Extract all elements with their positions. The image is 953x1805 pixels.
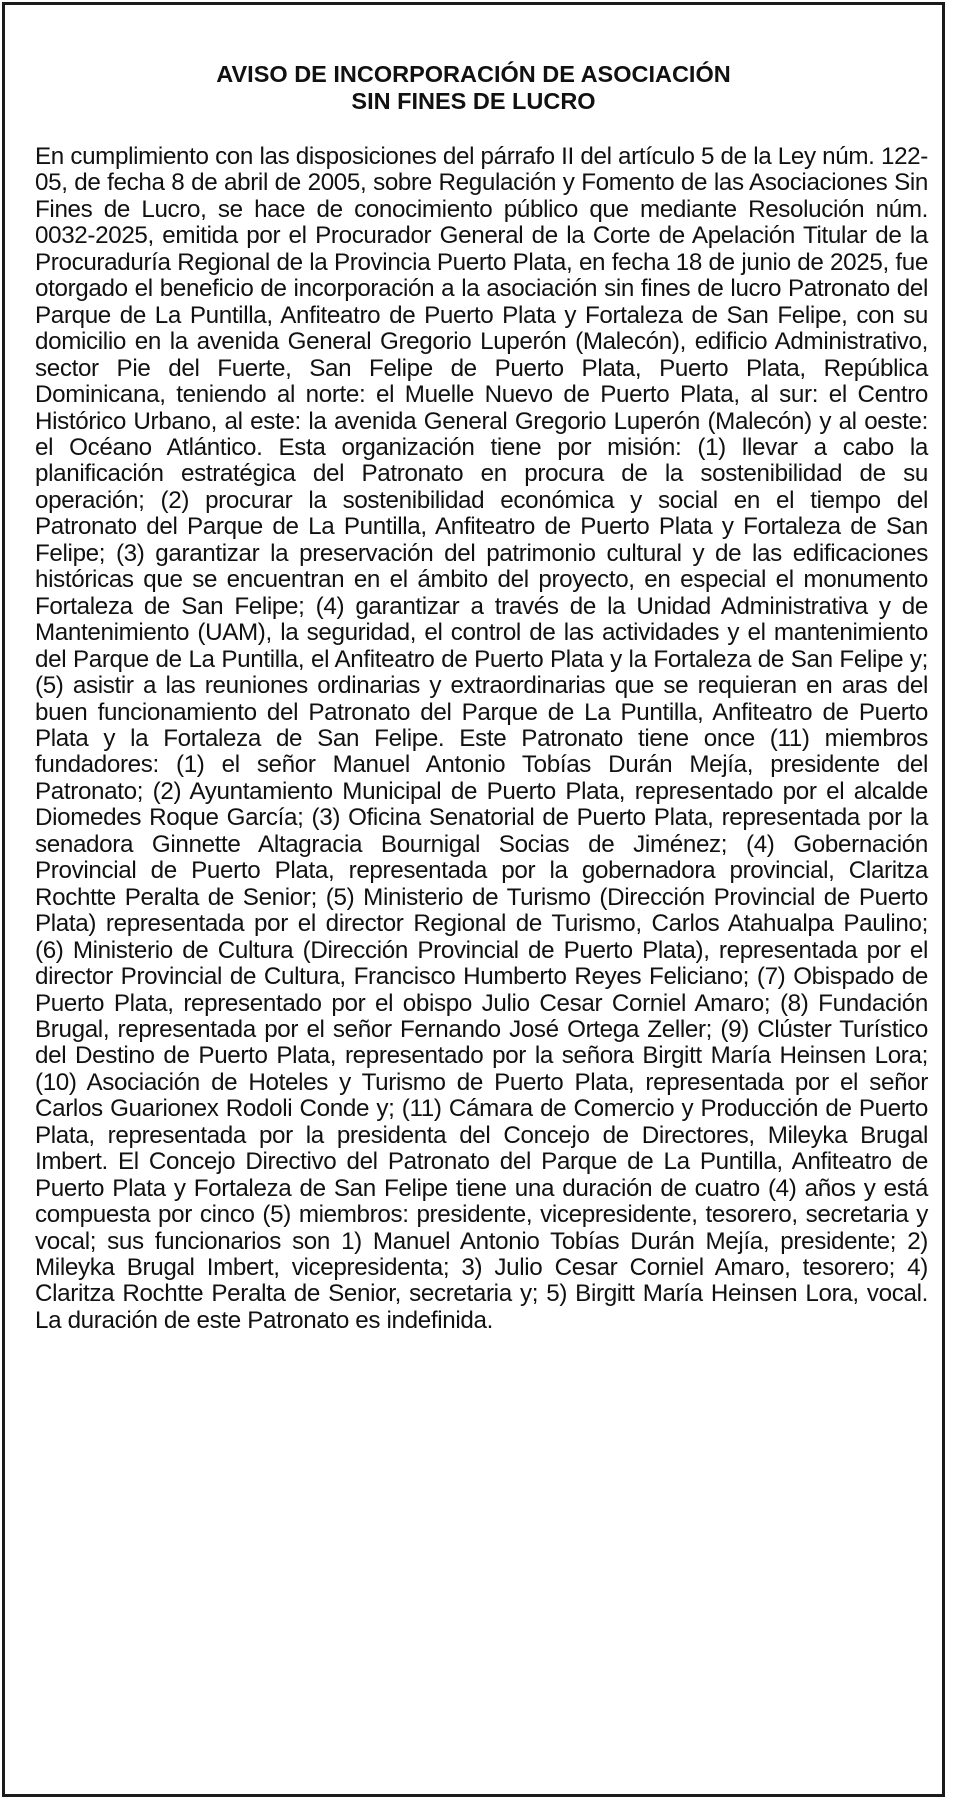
notice-title-line-1: AVISO DE INCORPORACIÓN DE ASOCIACIÓN: [216, 61, 731, 87]
notice-body: En cumplimiento con las disposiciones del párrafo II del artículo 5 de la Ley núm. 122-05, de fecha 8 de abril de 2005, sobre Regulación y Fomento de las Asociaciones Sin Fines de Lucro, se hace de conocimiento público que mediante Resolución núm. 0032-2025, emitida por el Procurador General de la Corte de Apelación Titular de la Procuraduría Regional de la Provincia Puerto Plata, en fecha 18 de junio de 2025, fue otorgado el beneficio de incorporación a la asociación sin fines de lucro Patronato del Parque de La Puntilla, Anfiteatro de Puerto Plata y Fortaleza de San Felipe, con su domicilio en la avenida General Gregorio Luperón (Malecón), edificio Administrativo, sector Pie del Fuerte, San Felipe de Puerto Plata, Puerto Plata, República Dominicana, teniendo al norte: el Muelle Nuevo de Puerto Plata, al sur: el Centro Histórico Urbano, al este: la avenida General Gregorio Luperón (Malecón) y al oeste: el Océano Atlántico. Esta organización tiene por misión: (1) llevar a cabo la planificación estratégica del Patronato en procura de la sostenibilidad de su operación; (2) procurar la sostenibilidad económica y social en el tiempo del Patronato del Parque de La Puntilla, Anfiteatro de Puerto Plata y Fortaleza de San Felipe; (3) garantizar la preservación del patrimonio cultural y de las edificaciones históricas que se encuentran en el ámbito del proyecto, en especial el monumento Fortaleza de San Felipe; (4) garantizar a través de la Unidad Administrativa y de Mantenimiento (UAM), la seguridad, el control de las actividades y el mantenimiento del Parque de La Puntilla, el Anfiteatro de Puerto Plata y la Fortaleza de San Felipe y; (5) asistir a las reuniones ordinarias y extraordinarias que se requieran en aras del buen funcionamiento del Patronato del Parque de La Puntilla, Anfiteatro de Puerto Plata y la Fortaleza de San Felipe. Este Patronato tiene once (11) miembros fundadores: (1) el señor Manuel Antonio Tobías Durán Mejía, presidente del Patronato; (2) Ayuntamiento Municipal de Puerto Plata, representado por el alcalde Diomedes Roque García; (3) Oficina Senatorial de Puerto Plata, representada por la senadora Ginnette Altagracia Bournigal Socias de Jiménez; (4) Gobernación Provincial de Puerto Plata, representada por la gobernadora provincial, Claritza Rochtte Peralta de Senior; (5) Ministerio de Turismo (Dirección Provincial de Puerto Plata) representada por el director Regional de Turismo, Carlos Atahualpa Paulino; (6) Ministerio de Cultura (Dirección Provincial de Puerto Plata), representada por el director Provincial de Cultura, Francisco Humberto Reyes Feliciano; (7) Obispado de Puerto Plata, representado por el obispo Julio Cesar Corniel Amaro; (8) Fundación Brugal, representada por el señor Fernando José Ortega Zeller; (9) Clúster Turístico del Destino de Puerto Plata, representado por la señora Birgitt María Heinsen Lora; (10) Asociación de Hoteles y Turismo de Puerto Plata, representada por el señor Carlos Guarionex Rodoli Conde y; (11) Cámara de Comercio y Producción de Puerto Plata, representada por la presidenta del Concejo de Directores, Mileyka Brugal Imbert. El Concejo Directivo del Patronato del Parque de La Puntilla, Anfiteatro de Puerto Plata y Fortaleza de San Felipe tiene una duración de cuatro (4) años y está compuesta por cinco (5) miembros: presidente, vicepresidente, tesorero, secretaria y vocal; sus funcionarios son 1) Manuel Antonio Tobías Durán Mejía, presidente; 2) Mileyka Brugal Imbert, vicepresidenta; 3) Julio Cesar Corniel Amaro, tesorero; 4) Claritza Rochtte Peralta de Senior, secretaria y; 5) Birgitt María Heinsen Lora, vocal. La duración de este Patronato es indefinida.: [35, 143, 928, 1334]
notice-title: [5, 61, 942, 115]
notice-frame: [2, 2, 945, 1797]
notice-title-line-2: SIN FINES DE LUCRO: [351, 88, 596, 114]
